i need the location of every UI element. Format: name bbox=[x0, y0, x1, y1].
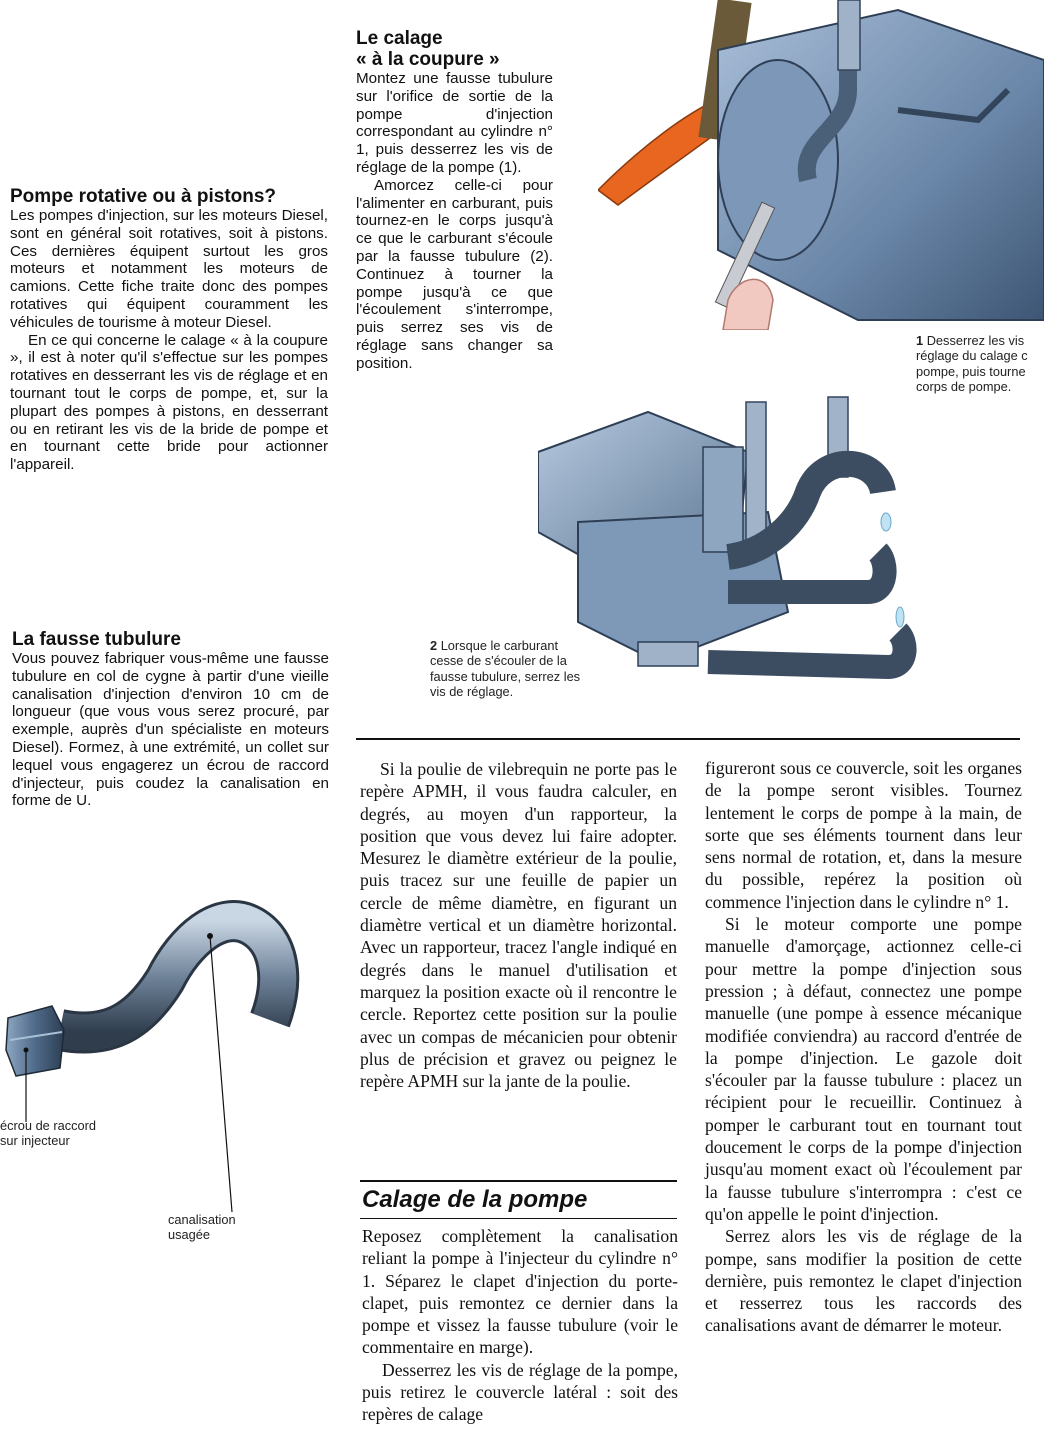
sidebar-tubulure bbox=[12, 629, 329, 810]
section-underline bbox=[360, 1218, 677, 1219]
main-col2-p1: figureront sous ce couvercle, soit les organes de la pompe seront visibles. Tournez lentement le corps de pompe à la main, de sorte que ses éléments tournent dans leur sens normal de rotation, et, dans la mesure du possible, repérez la position où commence l'injection dans le cylindre n° 1. bbox=[705, 758, 1022, 912]
sidebar-tubulure-title: La fausse tubulure bbox=[12, 629, 181, 650]
fake-pipe-illustration bbox=[0, 900, 300, 1260]
main-col1-p2: Reposez complètement la canalisation reliant la pompe à l'injecteur du cylindre n° 1. Séparez le clapet d'injection du porte-clapet, puis remontez ce dernier dans la pompe et vissez la fausse tubulure (voir le commentaire en marge). bbox=[362, 1226, 678, 1358]
pipe-label-nut: écrou de raccord sur injecteur bbox=[0, 1118, 97, 1149]
pipe-label-canalisation: canalisation usagée bbox=[168, 1212, 236, 1243]
sidebar-pompe bbox=[10, 186, 328, 474]
main-column-1-b bbox=[362, 1225, 678, 1426]
main-column-1 bbox=[360, 758, 677, 1092]
figure-1-caption: 1 Desserrez les vis réglage du calage c pompe, puis tourne corps de pompe. bbox=[916, 333, 1028, 395]
main-column-2 bbox=[705, 757, 1022, 1337]
main-col2-p3: Serrez alors les vis de réglage de la pompe, sans modifier la position de cette dernière, puis remontez le clapet d'injection et resserrez tous les raccords des canalisations avant de démarrer le moteur. bbox=[705, 1226, 1022, 1336]
sidebar-pompe-p1: Les pompes d'injection, sur les moteurs Diesel, sont en général soit rotatives, soit à pistons. Ces dernières équipent surtout les gros moteurs et notamment les moteurs de camions. Cette fiche traite donc des pompes rotatives qui équipent couramment les véhicules de tourisme à moteur Diesel. bbox=[10, 207, 328, 331]
sidebar-pompe-title: Pompe rotative ou à pistons? bbox=[10, 186, 277, 207]
main-col1-p3: Desserrez les vis de réglage de la pompe, puis retirez le couvercle latéral : soit des repères de calage bbox=[362, 1359, 678, 1425]
figure-2-caption: 2 Lorsque le carburant cesse de s'écouler de la fausse tubulure, serrez les vis de réglage. bbox=[430, 638, 581, 700]
section-rule bbox=[360, 1180, 677, 1182]
sidebar-calage-p2: Amorcez celle-ci pour l'alimenter en carburant, puis tournez-en le corps jusqu'à ce que le carburant s'écoule par la fausse tubulure (2). Continuez à tourner la pompe jusqu'à ce que l'écoulement s'interrompe, puis serrez ses vis de réglage sans changer sa position. bbox=[356, 176, 553, 372]
sidebar-calage-p1: Montez une fausse tubulure sur l'orifice de sortie de la pompe d'injection correspondant au cylindre n° 1, puis desserrez les vis de réglage de la pompe (1). bbox=[356, 70, 553, 176]
figure-1-pump-wrench bbox=[598, 0, 1044, 330]
main-col1-p1: Si la poulie de vilebrequin ne porte pas le repère APMH, il vous faudra calculer, en degrés, au moyen d'un rapporteur, la position que vous devez lui faire adopter. Mesurez le diamètre extérieur de la poulie, puis tracez sur une feuille de papier un cercle de même diamètre, en figurant un diamètre vertical et un diamètre horizontal. Avec un rapporteur, tracez l'angle indiqué en degrés dans le manuel d'utilisation et marquez la position exacte où il rencontre le cercle. Reportez cette position sur la poulie avec un compas de mécanicien pour obtenir plus de précision et gravez ou peignez le repère APMH sur la jante de la poulie. bbox=[360, 759, 677, 1092]
section-title: Calage de la pompe bbox=[362, 1186, 588, 1213]
sidebar-tubulure-p1: Vous pouvez fabriquer vous-même une fausse tubulure en col de cygne à partir d'une vieille canalisation d'injection d'environ 10 cm de longueur (que vous vous serez procuré, par exemple, auprès d'un spécialiste en moteurs Diesel). Formez, à une extrémité, un collet sur lequel vous engagerez un écrou de raccord d'injecteur, puis coudez la canalisation en forme de U. bbox=[12, 650, 329, 810]
sidebar-calage bbox=[356, 28, 553, 373]
main-top-rule bbox=[356, 738, 1020, 740]
main-col2-p2: Si le moteur comporte une pompe manuelle d'amorçage, actionnez celle-ci pour mettre la pompe d'injection sous pression ; à défaut, connectez une pompe manuelle (une pompe à essence mécanique modifiée conviendra) au raccord d'entrée de la pompe d'injection. Le gazole doit s'écouler par la fausse tubulure : placez un récipient pour le recueillir. Continuez à pomper le carburant tout en tournant tout doucement le corps de la pompe d'injection jusqu'au moment exact où l'écoulement par la fausse tubulure s'interrompra : c'est ce qu'on appelle le point d'injection. bbox=[705, 914, 1022, 1224]
sidebar-pompe-p2: En ce qui concerne le calage « à la coupure », il est à noter qu'il s'effectue sur les pompes rotatives en desserrant les vis de réglage et en tournant tout le corps de pompe, et, sur la plupart des pompes à pistons, en desserrant ou en retirant les vis de la bride de pompe et en tournant cette bride pour actionner l'appareil. bbox=[10, 331, 328, 474]
sidebar-calage-title: Le calage « à la coupure » bbox=[356, 28, 500, 70]
